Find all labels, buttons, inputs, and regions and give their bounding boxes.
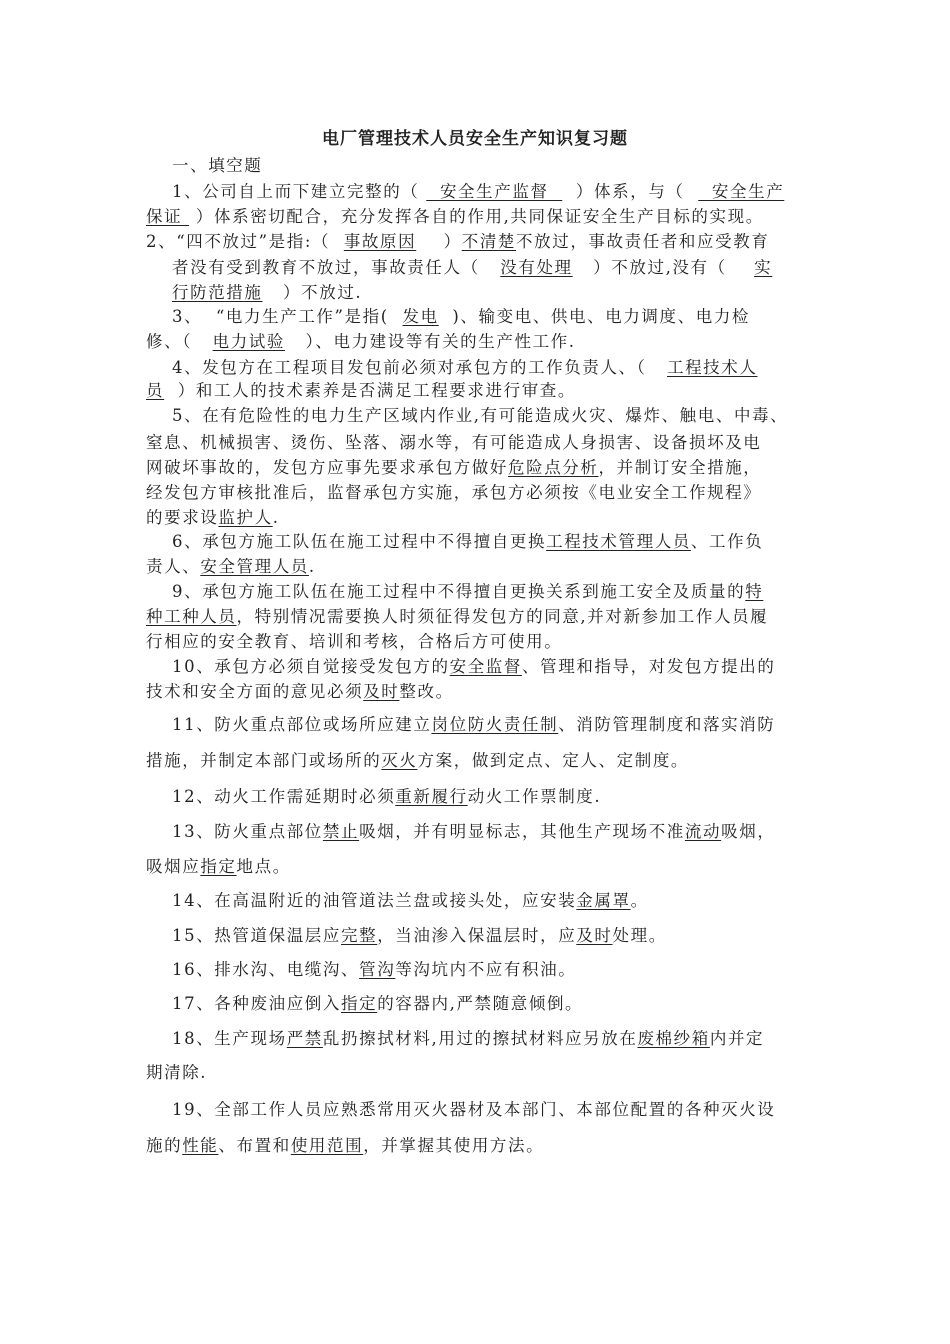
blank-answer: 事故原因 xyxy=(343,232,417,251)
question-line xyxy=(172,891,649,911)
text-run: ，并制订安全措施， xyxy=(598,458,762,477)
text-run: 责人、 xyxy=(146,557,201,576)
blank-answer: 废棉纱箱 xyxy=(637,1029,710,1048)
text-run: 2、“四不放过”是指:（ xyxy=(146,232,344,251)
text-run: 窒息、机械损害、烫伤、坠落、溺水等，有可能造成人身损害、设备损坏及电 xyxy=(146,433,762,452)
text-run: . xyxy=(308,557,316,576)
text-run: 措施，并制定本部门或场所的 xyxy=(146,751,382,770)
text-run: ）不放过. xyxy=(262,283,363,302)
question-line xyxy=(172,960,576,980)
text-run: ）体系密切配合，充分发挥各自的作用,共同保证安全生产目标的实现。 xyxy=(189,207,764,226)
text-run: ）和工人的技术素养是否满足工程要求进行审查。 xyxy=(164,381,576,400)
text-run: 。 xyxy=(630,891,649,910)
document-title: 电厂管理技术人员安全生产知识复习题 xyxy=(322,129,628,149)
text-run: 、管理和指导，对发包方提出的 xyxy=(522,657,776,676)
question-line xyxy=(146,557,316,577)
text-run: ）、电力建设等有关的生产性工作. xyxy=(285,332,576,351)
blank-answer: 不清楚 xyxy=(461,232,517,251)
blank-answer: 金属罩 xyxy=(576,891,631,910)
text-run: 施的 xyxy=(146,1136,183,1155)
text-run: 13、防火重点部位 xyxy=(172,822,323,841)
question-line xyxy=(172,532,763,552)
text-run: 15、热管道保温层应 xyxy=(172,926,341,945)
blank-answer: 实 xyxy=(754,258,773,277)
text-run: 期清除. xyxy=(146,1063,208,1082)
text-run: 19、全部工作人员应熟悉常用灭火器材及本部门、本部位配置的各种灭火设 xyxy=(172,1100,776,1119)
blank-answer: 保证 xyxy=(146,207,190,226)
blank-answer: 严禁 xyxy=(286,1029,323,1048)
question-line xyxy=(146,207,764,227)
text-run: 14、在高温附近的油管道法兰盘或接头处，应安装 xyxy=(172,891,577,910)
text-run: ）体系，与（ xyxy=(562,182,699,201)
blank-answer: 行防范措施 xyxy=(172,283,263,302)
question-line xyxy=(146,508,280,528)
blank-answer: 监护人 xyxy=(218,508,273,527)
text-run: 16、排水沟、电缆沟、 xyxy=(172,960,360,979)
text-run: 、布置和 xyxy=(218,1136,291,1155)
question-line xyxy=(172,182,784,202)
text-run: 不放过，事故责任者和应受教育 xyxy=(516,232,770,251)
text-run: )、输变电、供电、电力调度、电力检 xyxy=(438,307,751,326)
blank-answer: 指定 xyxy=(200,857,237,876)
question-line xyxy=(146,857,291,877)
question-line xyxy=(146,1063,207,1083)
question-line xyxy=(146,381,576,401)
blank-answer: 重新履行 xyxy=(395,787,468,806)
question-line xyxy=(146,1136,544,1156)
text-run: 处理。 xyxy=(612,926,667,945)
text-run: 10、承包方必须自觉接受发包方的 xyxy=(172,657,450,676)
question-line xyxy=(172,822,775,842)
blank-answer: 流动 xyxy=(684,822,722,841)
text-run: 修、（ xyxy=(146,332,213,351)
text-run: ，并掌握其使用方法。 xyxy=(363,1136,545,1155)
text-run: 乱扔擦拭材料,用过的擦拭材料应另放在 xyxy=(322,1029,638,1048)
question-line xyxy=(172,307,750,327)
blank-answer: 员 xyxy=(146,381,165,400)
blank-answer: 岗位防火责任制 xyxy=(431,715,559,734)
blank-answer: 安全生产监督 xyxy=(426,182,563,201)
text-run: 6、承包方施工队伍在施工过程中不得擅自更换 xyxy=(172,532,547,551)
text-run: 吸烟， xyxy=(721,822,776,841)
blank-answer: 禁止 xyxy=(322,822,360,841)
text-run: 9、承包方施工队伍在施工过程中不得擅自更换关系到施工安全及质量的 xyxy=(172,582,746,601)
text-run: 、消防管理制度和落实消防 xyxy=(558,715,776,734)
question-line xyxy=(146,607,768,627)
question-line xyxy=(172,582,763,602)
blank-answer: 及时 xyxy=(363,682,400,701)
question-line xyxy=(172,787,601,807)
question-line xyxy=(172,283,362,303)
text-run: 内并定 xyxy=(709,1029,765,1048)
question-line xyxy=(146,458,761,478)
text-run: 18、生产现场 xyxy=(172,1029,287,1048)
text-run: 等沟坑内不应有积油。 xyxy=(395,960,577,979)
blank-answer: 工程技术人 xyxy=(666,358,758,377)
question-line xyxy=(146,433,761,453)
text-run: ）不放过,没有（ xyxy=(572,258,755,277)
question-line xyxy=(172,1029,764,1049)
blank-answer: 管沟 xyxy=(359,960,396,979)
section-heading: 一、填空题 xyxy=(172,156,263,175)
text-run: 12、动火工作需延期时必须 xyxy=(172,787,396,806)
text-run: 经发包方审核批准后，监督承包方实施，承包方必须按《电业安全工作规程》 xyxy=(146,483,762,502)
blank-answer: 电力试验 xyxy=(212,332,285,351)
question-line xyxy=(172,657,775,677)
blank-answer: 特 xyxy=(745,582,764,601)
question-line xyxy=(172,1100,775,1120)
text-run: 5、在有危险性的电力生产区域内作业,有可能造成火灾、爆炸、触电、中毒、 xyxy=(172,406,789,425)
text-run: 11、防火重点部位或场所应建立 xyxy=(172,715,432,734)
blank-answer: 完整 xyxy=(341,926,378,945)
question-line xyxy=(172,715,775,735)
text-run: 技术和安全方面的意见必须 xyxy=(146,682,364,701)
text-run: 整改。 xyxy=(399,682,454,701)
text-run: 者没有受到教育不放过，事故责任人（ xyxy=(172,258,501,277)
text-run: ，当油渗入保温层时，应 xyxy=(377,926,577,945)
question-line xyxy=(146,332,576,352)
text-run: 吸烟应 xyxy=(146,857,201,876)
blank-answer: 工程技术管理人员 xyxy=(546,532,691,551)
blank-answer: 使用范围 xyxy=(290,1136,364,1155)
question-line xyxy=(146,632,562,652)
question-line xyxy=(172,258,772,278)
question-line xyxy=(172,406,788,426)
blank-answer: 安全监督 xyxy=(449,657,523,676)
text-run: ，特别情况需要换人时须征得发包方的同意,并对新参加工作人员履 xyxy=(236,607,769,626)
text-run: 方案，做到定点、定人、定制度。 xyxy=(417,751,690,770)
blank-answer: 性能 xyxy=(182,1136,219,1155)
blank-answer: 安全生产 xyxy=(698,182,785,201)
text-run: 3、 “电力生产工作”是指( xyxy=(172,307,403,326)
blank-answer: 种工种人员 xyxy=(146,607,237,626)
text-run: 动火工作票制度. xyxy=(467,787,602,806)
text-run: ） xyxy=(416,232,462,251)
text-run: . xyxy=(272,508,280,527)
question-line xyxy=(146,682,454,702)
blank-answer: 没有处理 xyxy=(500,258,573,277)
text-run: 4、发包方在工程项目发包前必须对承包方的工作负责人、（ xyxy=(172,358,667,377)
question-line xyxy=(172,358,757,378)
text-run: 17、各种废油应倒入 xyxy=(172,994,341,1013)
blank-answer: 发电 xyxy=(402,307,439,326)
question-line xyxy=(172,994,583,1014)
question-line xyxy=(146,483,761,503)
blank-answer: 灭火 xyxy=(381,751,418,770)
question-line xyxy=(146,232,769,252)
text-run: 、工作负 xyxy=(690,532,764,551)
text-run: 地点。 xyxy=(236,857,291,876)
text-run: 的容器内,严禁随意倾倒。 xyxy=(377,994,584,1013)
text-run: 吸烟，并有明显标志，其他生产现场不准 xyxy=(359,822,685,841)
blank-answer: 安全管理人员 xyxy=(200,557,309,576)
blank-answer: 指定 xyxy=(341,994,378,1013)
blank-answer: 及时 xyxy=(576,926,613,945)
blank-answer: 危险点分析 xyxy=(508,458,599,477)
text-run: 行相应的安全教育、培训和考核，合格后方可使用。 xyxy=(146,632,563,651)
text-run: 1、公司自上而下建立完整的（ xyxy=(172,182,427,201)
question-line xyxy=(172,926,667,946)
text-run: 的要求设 xyxy=(146,508,219,527)
text-run: 网破坏事故的，发包方应事先要求承包方做好 xyxy=(146,458,508,477)
question-line xyxy=(146,751,689,771)
